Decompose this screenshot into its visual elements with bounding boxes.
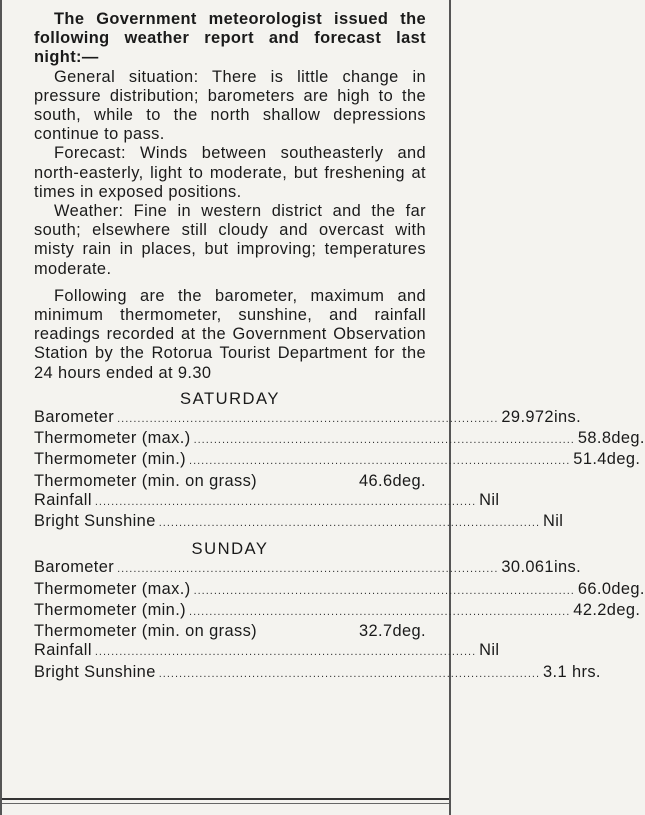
reading-row (34, 662, 601, 684)
reading-row (34, 579, 645, 601)
reading-label: Thermometer (max.) (34, 579, 191, 598)
leader-dots: .............................................................................................. (94, 646, 477, 659)
day-heading-saturday: SATURDAY (180, 388, 280, 408)
reading-label: Thermometer (min.) (34, 450, 187, 469)
reading-row (34, 450, 641, 471)
reading-row (34, 472, 426, 491)
reading-value: 32.7deg. (358, 622, 426, 641)
right-column-rule (449, 0, 451, 815)
reading-label: Thermometer (min. on grass) (34, 471, 258, 490)
left-column-rule (0, 0, 2, 815)
leader-dots: .............................................................................................. (117, 563, 499, 576)
leader-dots: .............................................................................................. (94, 495, 477, 508)
day-heading-sunday: SUNDAY (191, 539, 269, 559)
general-situation-paragraph: General situation: There is little change in pressure distribution; barometers are high to the south, while to the north shallow depressions continue to pass. (34, 67, 426, 144)
reading-label: Barometer (34, 558, 115, 577)
reading-row (34, 429, 645, 450)
reading-label: Bright Sunshine (34, 512, 156, 531)
reading-row (34, 622, 426, 641)
report-intro: The Government meteorologist issued the following weather report and forecast last night:— (34, 10, 426, 67)
reading-label: Thermometer (min. on grass) (34, 622, 258, 641)
reading-value: 30.061ins. (501, 558, 582, 577)
bottom-column-rule (2, 798, 449, 804)
reading-row (34, 490, 500, 512)
reading-value: 29.972ins. (501, 408, 582, 427)
reading-value: 46.6deg. (358, 471, 426, 490)
reading-label: Rainfall (34, 641, 92, 660)
reading-label: Thermometer (min.) (34, 600, 187, 619)
leader-dots: .............................................................................................. (193, 584, 575, 597)
reading-value: Nil (479, 641, 500, 660)
reading-label: Rainfall (34, 490, 92, 509)
reading-value: 3.1 hrs. (543, 662, 601, 681)
forecast-paragraph: Forecast: Winds between southeasterly and north-easterly, light to moderate, but freshening at times in exposed positions. (34, 144, 426, 201)
weather-report-column (34, 10, 645, 684)
sunday-readings-table (34, 558, 645, 683)
saturday-readings-table (34, 408, 645, 533)
reading-value: 58.8deg. (577, 429, 645, 448)
reading-value: 51.4deg. (573, 450, 641, 469)
leader-dots: .............................................................................................. (189, 455, 571, 468)
reading-label: Barometer (34, 408, 115, 427)
leader-dots: .............................................................................................. (117, 413, 499, 426)
reading-value: 42.2deg. (573, 600, 641, 619)
leader-dots: .............................................................................................. (158, 667, 541, 680)
reading-row (34, 558, 582, 579)
reading-value: Nil (543, 512, 564, 531)
reading-value: 66.0deg. (577, 579, 645, 598)
reading-row (34, 641, 500, 662)
reading-row (34, 408, 582, 429)
leader-dots: .............................................................................................. (193, 434, 575, 447)
leader-dots: .............................................................................................. (158, 517, 541, 530)
readings-intro-paragraph: Following are the barometer, maximum and minimum thermometer, sunshine, and rainfall readings recorded at the Government Observation Station by the Rotorua Tourist Department for the 24 hours ended at 9.30 (34, 286, 426, 382)
reading-label: Bright Sunshine (34, 662, 156, 681)
weather-paragraph: Weather: Fine in western district and the far south; elsewhere still cloudy and overcast with misty rain in places, but improving; temperatures moderate. (34, 202, 426, 278)
paragraph-spacer (34, 279, 426, 287)
reading-row (34, 600, 641, 622)
reading-row (34, 512, 564, 533)
reading-value: Nil (479, 490, 500, 509)
reading-label: Thermometer (max.) (34, 429, 191, 448)
leader-dots: .............................................................................................. (189, 605, 571, 618)
